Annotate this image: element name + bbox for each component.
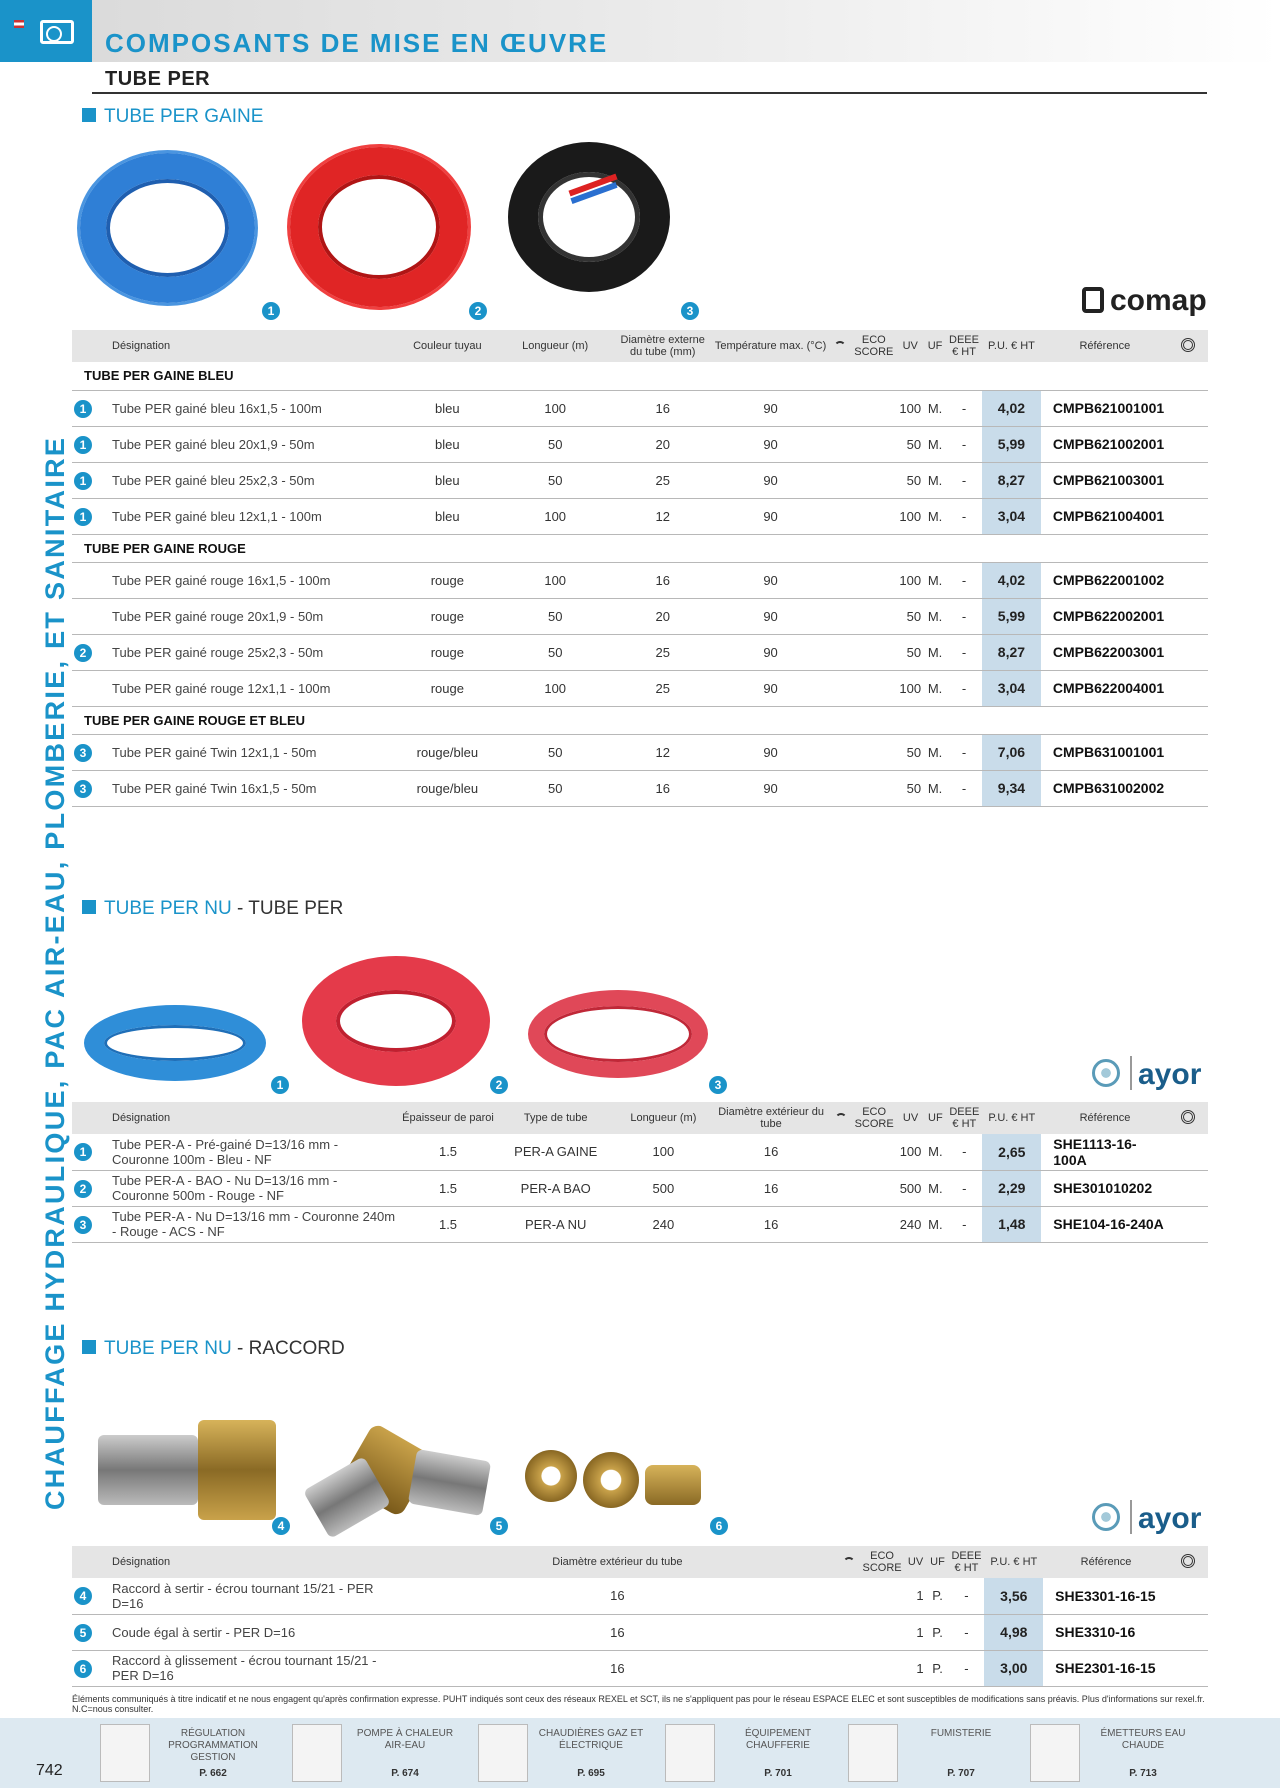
length: 100 xyxy=(614,1134,712,1170)
length: 50 xyxy=(497,634,614,670)
uv: 100 xyxy=(897,1134,925,1170)
diameter: 16 xyxy=(397,1614,838,1650)
diameter: 16 xyxy=(712,1206,829,1242)
footer-link[interactable] xyxy=(848,1722,1023,1786)
title-underline xyxy=(92,92,1207,94)
max-temp: 90 xyxy=(712,390,830,426)
product-image-blue-bare-coil xyxy=(84,1005,269,1085)
section-title-raccord: TUBE PER NU - RACCORD xyxy=(82,1338,345,1360)
diameter: 12 xyxy=(614,498,712,534)
unit-price: 4,98 xyxy=(984,1614,1043,1650)
table-row xyxy=(72,462,1208,498)
uf: M. xyxy=(924,390,946,426)
comap-logo-icon xyxy=(1082,287,1104,313)
product-badge-2: 2 xyxy=(469,302,487,320)
designation: 4 Raccord à sertir - écrou tournant 15/21 - PER D=16 xyxy=(72,1578,397,1614)
tube-color: bleu xyxy=(398,390,497,426)
max-temp: 90 xyxy=(712,670,830,706)
row-badge: 1 xyxy=(74,436,92,454)
reference: SHE1113-16-100A xyxy=(1041,1134,1168,1170)
tube-color: rouge xyxy=(398,670,497,706)
footer-link-label: ÉMETTEURS EAU CHAUDE xyxy=(1100,1728,1186,1751)
row-badge: 6 xyxy=(74,1660,92,1678)
deee: - xyxy=(946,462,982,498)
max-temp: 90 xyxy=(712,426,830,462)
row-badge: 3 xyxy=(74,780,92,798)
footer-thumbnail xyxy=(1030,1724,1080,1782)
reference: CMPB631001001 xyxy=(1041,734,1169,770)
table-row xyxy=(72,734,1208,770)
product-image-blue-coil xyxy=(80,148,260,308)
table-row xyxy=(72,1650,1208,1686)
max-temp: 90 xyxy=(712,562,830,598)
diameter: 25 xyxy=(614,670,712,706)
deee: - xyxy=(946,670,982,706)
ayor-logo-icon xyxy=(1092,1059,1120,1087)
footer-thumbnail xyxy=(665,1724,715,1782)
row-badge: 1 xyxy=(74,508,92,526)
deee: - xyxy=(948,1650,984,1686)
reference: CMPB622004001 xyxy=(1041,670,1169,706)
deee: - xyxy=(948,1578,984,1614)
footer-thumbnail xyxy=(292,1724,342,1782)
legal-footnote: Éléments communiqués à titre indicatif et ne nous engagent qu'après confirmation expresse. PUHT indiqués sont ceux des réseaux REXEL et SCT, ils ne s'appliquent pas pour le réseau ESPACE ELEC et sont susceptibles de modifications sans préavis. Plus d'informations sur rexel.fr. N.C=nous consulter. xyxy=(72,1694,1205,1714)
uv: 1 xyxy=(905,1650,927,1686)
max-temp: 90 xyxy=(712,770,830,806)
page-subtitle: TUBE PER xyxy=(105,68,211,90)
unit-price: 2,29 xyxy=(982,1170,1041,1206)
price-table-raccord xyxy=(72,1546,1208,1687)
unit-price: 8,27 xyxy=(982,462,1041,498)
reference: CMPB621001001 xyxy=(1041,390,1169,426)
unit-price: 3,00 xyxy=(984,1650,1043,1686)
sidebar-category-text: CHAUFFAGE HYDRAULIQUE, PAC AIR-EAU, PLOMBERIE, ET SANITAIRE xyxy=(40,435,70,1510)
table-row xyxy=(72,1170,1208,1206)
tube-color: bleu xyxy=(398,462,497,498)
designation: 5 Coude égal à sertir - PER D=16 xyxy=(72,1614,397,1650)
uf: M. xyxy=(924,634,946,670)
footer-link-page: P. 713 xyxy=(1129,1768,1157,1779)
uv: 100 xyxy=(896,498,924,534)
diameter: 16 xyxy=(614,390,712,426)
designation: 3 Tube PER gainé Twin 16x1,5 - 50m xyxy=(72,770,398,806)
designation: Tube PER gainé rouge 20x1,9 - 50m xyxy=(72,598,398,634)
reference: CMPB621002001 xyxy=(1041,426,1169,462)
recycle-icon xyxy=(1181,338,1195,352)
square-bullet-icon xyxy=(82,1340,96,1354)
product-badge-3: 3 xyxy=(681,302,699,320)
table-row xyxy=(72,498,1208,534)
deee: - xyxy=(946,1206,982,1242)
designation: Tube PER gainé rouge 12x1,1 - 100m xyxy=(72,670,398,706)
deee: - xyxy=(946,1134,982,1170)
uv: 1 xyxy=(905,1578,927,1614)
uf: M. xyxy=(924,1170,946,1206)
diameter: 12 xyxy=(614,734,712,770)
deee: - xyxy=(946,598,982,634)
uf: M. xyxy=(924,1206,946,1242)
reference: CMPB622003001 xyxy=(1041,634,1169,670)
uv: 50 xyxy=(896,770,924,806)
unit-price: 5,99 xyxy=(982,426,1041,462)
product-image-elbow-fitting xyxy=(312,1415,492,1530)
uf: M. xyxy=(924,734,946,770)
unit-price: 4,02 xyxy=(982,562,1041,598)
uv: 50 xyxy=(896,426,924,462)
uf: M. xyxy=(924,770,946,806)
designation: 2 Tube PER-A - BAO - Nu D=13/16 mm - Couronne 500m - Rouge - NF xyxy=(72,1170,399,1206)
row-badge: 2 xyxy=(74,644,92,662)
designation: 3 Tube PER gainé Twin 12x1,1 - 50m xyxy=(72,734,398,770)
uf: P. xyxy=(927,1650,949,1686)
diameter: 25 xyxy=(614,634,712,670)
length: 500 xyxy=(614,1170,712,1206)
square-bullet-icon xyxy=(82,900,96,914)
length: 100 xyxy=(497,498,614,534)
flag-icon xyxy=(14,20,24,28)
tube-color: rouge xyxy=(398,562,497,598)
diameter: 16 xyxy=(397,1650,838,1686)
product-badge-1: 1 xyxy=(271,1076,289,1094)
designation: 2 Tube PER gainé rouge 25x2,3 - 50m xyxy=(72,634,398,670)
sidebar-category xyxy=(18,320,70,1520)
product-image-black-twin-coil xyxy=(508,142,673,297)
deee: - xyxy=(946,498,982,534)
designation: 1 Tube PER gainé bleu 16x1,5 - 100m xyxy=(72,390,398,426)
reference: CMPB621003001 xyxy=(1041,462,1169,498)
wall-thickness: 1.5 xyxy=(399,1134,497,1170)
uv: 50 xyxy=(896,598,924,634)
tube-color: rouge/bleu xyxy=(398,770,497,806)
reference: SHE3301-16-15 xyxy=(1043,1578,1169,1614)
table-row xyxy=(72,390,1208,426)
product-badge-5: 5 xyxy=(490,1517,508,1535)
product-image-red-coil xyxy=(290,142,470,312)
designation: Tube PER gainé rouge 16x1,5 - 100m xyxy=(72,562,398,598)
table-header: Désignation Diamètre extérieur du tube ECO SCORE UV UF DEEE € HT P.U. € HT Référence xyxy=(72,1546,1208,1578)
table-row xyxy=(72,1614,1208,1650)
reference: CMPB631002002 xyxy=(1041,770,1169,806)
section-title-tube-per-nu: TUBE PER NU - TUBE PER xyxy=(82,898,343,920)
max-temp: 90 xyxy=(712,498,830,534)
unit-price: 3,04 xyxy=(982,670,1041,706)
brand-logo-ayor: ayor xyxy=(1092,1056,1201,1092)
table-row xyxy=(72,634,1208,670)
unit-price: 1,48 xyxy=(982,1206,1041,1242)
designation: 1 Tube PER gainé bleu 25x2,3 - 50m xyxy=(72,462,398,498)
uf: M. xyxy=(924,598,946,634)
tube-type: PER-A GAINE xyxy=(497,1134,614,1170)
unit-price: 2,65 xyxy=(982,1134,1041,1170)
footer-link[interactable] xyxy=(1030,1722,1205,1786)
product-badge-4: 4 xyxy=(272,1517,290,1535)
row-badge: 1 xyxy=(74,400,92,418)
wifi-icon xyxy=(834,341,846,349)
deee: - xyxy=(946,634,982,670)
footer-thumbnail xyxy=(100,1724,150,1782)
uv: 100 xyxy=(896,390,924,426)
tube-color: rouge/bleu xyxy=(398,734,497,770)
footer-link[interactable] xyxy=(665,1722,840,1786)
reference: SHE2301-16-15 xyxy=(1043,1650,1169,1686)
length: 50 xyxy=(497,734,614,770)
tube-color: bleu xyxy=(398,498,497,534)
row-badge: 4 xyxy=(74,1587,92,1605)
unit-price: 5,99 xyxy=(982,598,1041,634)
length: 100 xyxy=(497,390,614,426)
max-temp: 90 xyxy=(712,734,830,770)
designation: 6 Raccord à glissement - écrou tournant 15/21 - PER D=16 xyxy=(72,1650,397,1686)
product-badge-2: 2 xyxy=(490,1076,508,1094)
product-image-crimp-fitting xyxy=(98,1415,278,1525)
recycle-icon xyxy=(1181,1110,1195,1124)
wifi-icon xyxy=(835,1113,847,1121)
uv: 500 xyxy=(897,1170,925,1206)
footer-link-label: RÉGULATION PROGRAMMATION GESTION xyxy=(168,1728,258,1763)
uv: 240 xyxy=(897,1206,925,1242)
unit-price: 4,02 xyxy=(982,390,1041,426)
uf: P. xyxy=(927,1614,949,1650)
table-row xyxy=(72,770,1208,806)
price-table-tube-per-gaine xyxy=(72,330,1208,807)
diameter: 16 xyxy=(397,1578,838,1614)
tube-type: PER-A BAO xyxy=(497,1170,614,1206)
row-badge: 1 xyxy=(74,472,92,490)
footer-link-page: P. 662 xyxy=(199,1768,227,1779)
diameter: 16 xyxy=(712,1134,829,1170)
footer-link[interactable] xyxy=(100,1722,275,1786)
diameter: 16 xyxy=(614,562,712,598)
product-badge-3: 3 xyxy=(709,1076,727,1094)
table-header: Désignation Épaisseur de paroi Type de tube Longueur (m) Diamètre extérieur du tube ECO SCORE UV UF DEEE € HT P.U. € HT Référence xyxy=(72,1102,1208,1134)
product-badge-1: 1 xyxy=(262,302,280,320)
unit-price: 3,56 xyxy=(984,1578,1043,1614)
length: 50 xyxy=(497,770,614,806)
length: 50 xyxy=(497,598,614,634)
reference: CMPB622002001 xyxy=(1041,598,1169,634)
uv: 50 xyxy=(896,734,924,770)
wifi-icon xyxy=(843,1557,855,1565)
tube-color: rouge xyxy=(398,634,497,670)
footer-link-label: ÉQUIPEMENT CHAUFFERIE xyxy=(744,1728,812,1751)
group-row xyxy=(72,362,1208,390)
tube-color: bleu xyxy=(398,426,497,462)
deee: - xyxy=(946,734,982,770)
brand-logo-ayor: ayor xyxy=(1092,1500,1201,1536)
uv: 1 xyxy=(905,1614,927,1650)
length: 240 xyxy=(614,1206,712,1242)
diameter: 20 xyxy=(614,426,712,462)
uv: 50 xyxy=(896,462,924,498)
group-title: TUBE PER GAINE BLEU xyxy=(72,362,1208,390)
group-title: TUBE PER GAINE ROUGE xyxy=(72,534,1208,562)
product-image-slide-fitting xyxy=(525,1440,705,1520)
footer-link-page: P. 707 xyxy=(947,1768,975,1779)
max-temp: 90 xyxy=(712,462,830,498)
footer-link[interactable] xyxy=(292,1722,467,1786)
recycle-icon xyxy=(1181,1554,1195,1568)
length: 100 xyxy=(497,670,614,706)
group-row xyxy=(72,706,1208,734)
unit-price: 9,34 xyxy=(982,770,1041,806)
row-badge: 3 xyxy=(74,744,92,762)
deee: - xyxy=(946,426,982,462)
uf: M. xyxy=(924,498,946,534)
price-table-tube-per-nu xyxy=(72,1102,1208,1243)
boiler-icon xyxy=(40,20,74,44)
wall-thickness: 1.5 xyxy=(399,1170,497,1206)
designation: 1 Tube PER-A - Pré-gainé D=13/16 mm - Couronne 100m - Bleu - NF xyxy=(72,1134,399,1170)
unit-price: 3,04 xyxy=(982,498,1041,534)
deee: - xyxy=(946,390,982,426)
row-badge: 2 xyxy=(74,1180,92,1198)
uv: 100 xyxy=(896,670,924,706)
table-row xyxy=(72,1134,1208,1170)
footer-link-label: CHAUDIÈRES GAZ ET ÉLECTRIQUE xyxy=(538,1728,644,1751)
tube-color: rouge xyxy=(398,598,497,634)
footer-thumbnail xyxy=(848,1724,898,1782)
max-temp: 90 xyxy=(712,634,830,670)
group-row xyxy=(72,534,1208,562)
uf: M. xyxy=(924,426,946,462)
table-header: Désignation Couleur tuyau Longueur (m) Diamètre externe du tube (mm) Température max. (°C) ECO SCORE UV UF DEEE € HT P.U. € HT Référence xyxy=(72,330,1208,362)
diameter: 20 xyxy=(614,598,712,634)
table-row xyxy=(72,598,1208,634)
section-title-tube-per-gaine: TUBE PER GAINE xyxy=(82,106,263,128)
tube-type: PER-A NU xyxy=(497,1206,614,1242)
uv: 100 xyxy=(896,562,924,598)
deee: - xyxy=(946,562,982,598)
table-row xyxy=(72,670,1208,706)
uf: M. xyxy=(924,670,946,706)
footer-link-page: P. 695 xyxy=(577,1768,605,1779)
deee: - xyxy=(948,1614,984,1650)
row-badge: 3 xyxy=(74,1216,92,1234)
designation: 1 Tube PER gainé bleu 12x1,1 - 100m xyxy=(72,498,398,534)
footer-link-page: P. 701 xyxy=(764,1768,792,1779)
brand-logo-comap: comap xyxy=(1082,284,1207,318)
product-image-red-bao-coil xyxy=(302,956,492,1091)
square-bullet-icon xyxy=(82,108,96,122)
diameter: 16 xyxy=(712,1170,829,1206)
unit-price: 8,27 xyxy=(982,634,1041,670)
unit-price: 7,06 xyxy=(982,734,1041,770)
table-row xyxy=(72,1206,1208,1242)
reference: CMPB621004001 xyxy=(1041,498,1169,534)
footer-link-page: P. 674 xyxy=(391,1768,419,1779)
reference: SHE104-16-240A xyxy=(1041,1206,1168,1242)
footer-link-label: POMPE À CHALEUR AIR-EAU xyxy=(356,1728,454,1751)
wall-thickness: 1.5 xyxy=(399,1206,497,1242)
uf: M. xyxy=(924,462,946,498)
reference: CMPB622001002 xyxy=(1041,562,1169,598)
page-number: 742 xyxy=(36,1762,63,1779)
product-image-red-bare-coil xyxy=(528,990,710,1080)
designation: 1 Tube PER gainé bleu 20x1,9 - 50m xyxy=(72,426,398,462)
row-badge: 1 xyxy=(74,1143,92,1161)
deee: - xyxy=(946,1170,982,1206)
table-row xyxy=(72,1578,1208,1614)
uv: 50 xyxy=(896,634,924,670)
uf: M. xyxy=(924,1134,946,1170)
length: 50 xyxy=(497,462,614,498)
reference: SHE3310-16 xyxy=(1043,1614,1169,1650)
reference: SHE301010202 xyxy=(1041,1170,1168,1206)
deee: - xyxy=(946,770,982,806)
length: 50 xyxy=(497,426,614,462)
designation: 3 Tube PER-A - Nu D=13/16 mm - Couronne 240m - Rouge - ACS - NF xyxy=(72,1206,399,1242)
category-badge xyxy=(0,0,92,62)
group-title: TUBE PER GAINE ROUGE ET BLEU xyxy=(72,706,1208,734)
footer-link-label: FUMISTERIE xyxy=(930,1728,992,1739)
footer-thumbnail xyxy=(478,1724,528,1782)
uf: M. xyxy=(924,562,946,598)
table-row xyxy=(72,562,1208,598)
row-badge: 5 xyxy=(74,1624,92,1642)
diameter: 25 xyxy=(614,462,712,498)
ayor-logo-icon xyxy=(1092,1503,1120,1531)
uf: P. xyxy=(927,1578,949,1614)
footer-link[interactable] xyxy=(478,1722,653,1786)
length: 100 xyxy=(497,562,614,598)
page-title: COMPOSANTS DE MISE EN ŒUVRE xyxy=(105,28,609,58)
diameter: 16 xyxy=(614,770,712,806)
max-temp: 90 xyxy=(712,598,830,634)
table-row xyxy=(72,426,1208,462)
product-badge-6: 6 xyxy=(710,1517,728,1535)
